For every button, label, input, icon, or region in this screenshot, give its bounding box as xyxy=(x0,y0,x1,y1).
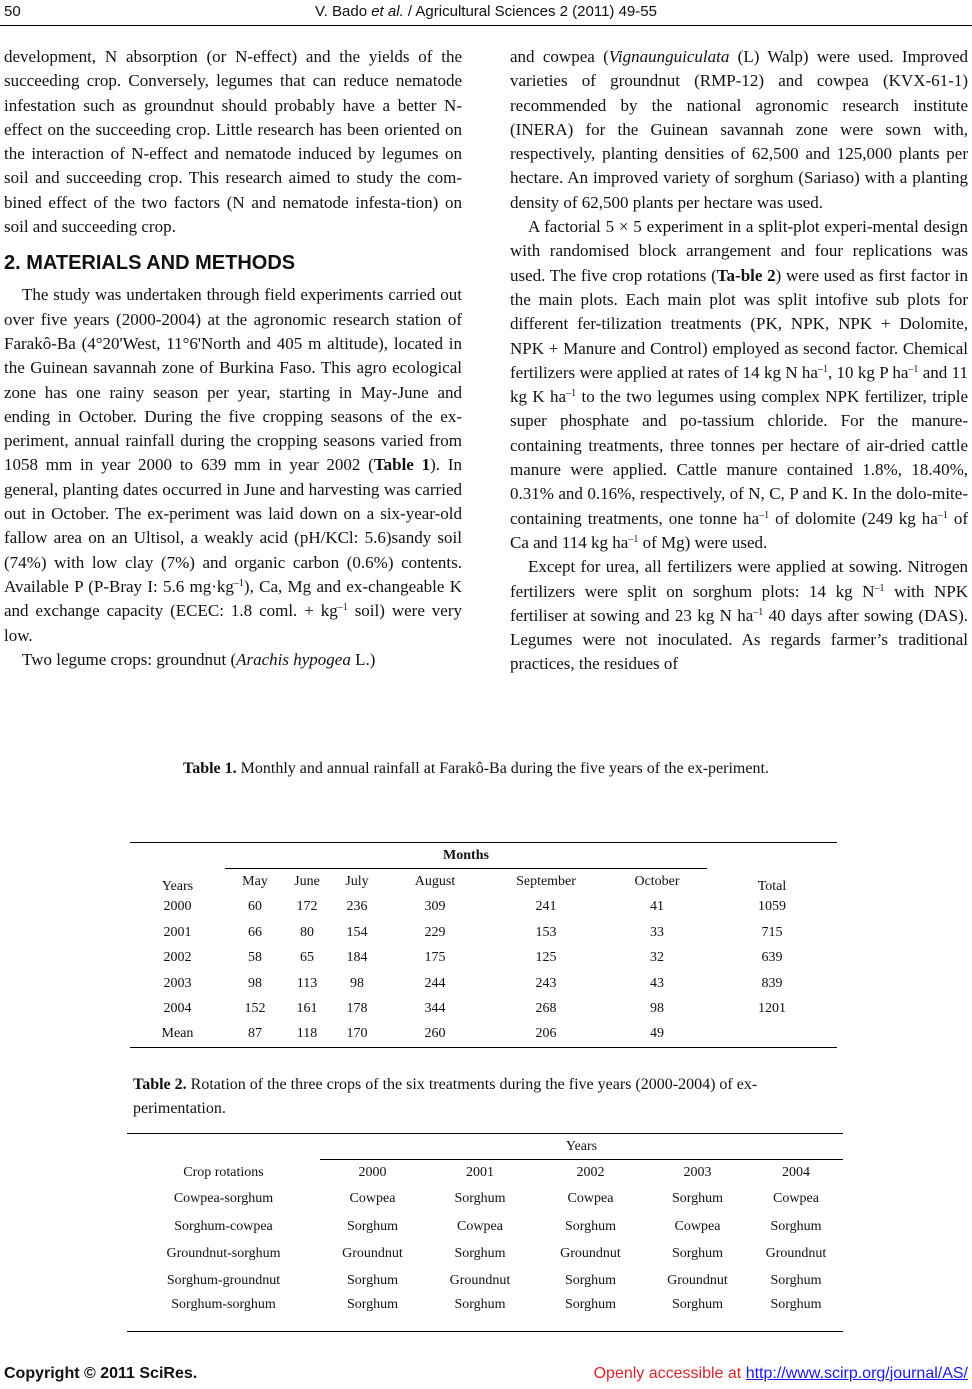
table-row xyxy=(130,920,837,945)
table-cell: Sorghum xyxy=(425,1295,535,1332)
table-cell: Groundnut xyxy=(342,1246,403,1262)
column-header-years: Years xyxy=(130,843,225,895)
right-column xyxy=(510,45,968,677)
table-cell: Cowpea xyxy=(773,1191,819,1207)
page-footer xyxy=(4,1365,968,1387)
table1-caption: Table 1. Monthly and annual rainfall at Farakô-Ba during the five years of the ex-periment. xyxy=(183,760,769,777)
table-cell: 66 xyxy=(248,924,262,940)
table-cell: 715 xyxy=(761,924,783,940)
table-cell: 260 xyxy=(385,1022,485,1048)
column-group-months: Months xyxy=(225,843,707,869)
table-cell: 152 xyxy=(244,1001,266,1017)
journal-link[interactable]: http://www.scirp.org/journal/AS/ xyxy=(745,1365,968,1382)
table-row xyxy=(130,946,837,971)
table-cell: Cowpea xyxy=(457,1218,503,1234)
table-cell: 1059 xyxy=(758,899,786,915)
table-cell: 184 xyxy=(346,950,368,966)
table-cell: 175 xyxy=(424,950,446,966)
table-cell: Groundnut xyxy=(765,1246,827,1262)
table1-rainfall xyxy=(130,842,837,1048)
table-cell: Sorghum-sorghum xyxy=(127,1295,320,1332)
table1-group-header-row xyxy=(130,843,837,869)
table-cell: Mean xyxy=(130,1022,225,1048)
table-cell: Sorghum-groundnut xyxy=(166,1273,281,1289)
table-cell: 49 xyxy=(607,1022,707,1048)
table-cell: 33 xyxy=(650,924,664,940)
table-cell: 41 xyxy=(650,899,664,915)
table2-crop-rotations xyxy=(127,1133,843,1332)
table-row xyxy=(127,1295,843,1332)
column-header-year: 2000 xyxy=(358,1165,387,1181)
paragraph-study-site: The study was undertaken through field experiments carried out over five years (2000-2004) at the agronomic research station of Farakô-Ba (4°20'West, 11°6'North and 405 m altitude), located in the Guinean savannah zone of Burkina Faso. This agro ecological zone has one rainy season per year, starting in May-June and ending in October. During the five cropping seasons of the ex-periment, annual rainfall during the cropping seasons varied from 1058 mm in year 2000 to 639 mm in year 2002 (Table 1). In general, planting dates occurred in June and harvesting was carried out in October. The ex-periment was laid down on a six-year-old fallow area on an Ultisol, a weakly acid (pH/KCl: 5.6)sandy soil (74%) with low clay (7%) and organic carbon (0.6%) contents. Available P (P-Bray I: 5.6 $mg\cdot kg^{-1}$), Ca, Mg and ex-changeable K and exchange capacity (ECEC: 1.8 coml. + $kg^{-1}$ soil) were very low. xyxy=(4,285,463,645)
table-cell xyxy=(707,1022,837,1048)
table-cell: 87 xyxy=(225,1022,285,1048)
table-cell: Sorghum xyxy=(646,1295,749,1332)
table-cell: 344 xyxy=(424,1001,446,1017)
table-cell: Sorghum xyxy=(535,1295,646,1332)
table-cell: 60 xyxy=(248,899,262,915)
table-cell: 1201 xyxy=(758,1001,786,1017)
column-header-year: 2001 xyxy=(466,1165,494,1181)
table2-header-row xyxy=(127,1160,843,1186)
table-cell: Sorghum xyxy=(564,1273,617,1289)
table-cell: 125 xyxy=(535,950,557,966)
column-header-total: Total xyxy=(707,843,837,895)
table-row xyxy=(127,1213,843,1240)
table-cell: 161 xyxy=(296,1001,318,1017)
column-group-years: Years xyxy=(320,1134,843,1160)
column-header-month: June xyxy=(294,874,320,890)
table-cell: 58 xyxy=(248,950,262,966)
table-cell: Cowpea xyxy=(349,1191,396,1207)
table-cell: Groundnut xyxy=(449,1273,511,1289)
column-header-month: July xyxy=(345,874,369,890)
table-cell: 80 xyxy=(300,924,314,940)
column-header-year: 2003 xyxy=(683,1165,712,1181)
column-header-month: August xyxy=(414,874,456,890)
table-cell: Sorghum xyxy=(454,1246,506,1262)
table-row xyxy=(127,1268,843,1295)
paragraph-varieties: and cowpea (Vignaunguiculata (L) Walp) were used. Improved varieties of groundnut (RMP-12) and cowpea (KVX-61-1) recommended by the national agronomic research institute (INERA) for the Guinean savannah zone were sown with, respectively, planting densities of 62,500 and 125,000 plants per hectare. An improved variety of sorghum (Sariaso) with a planting density of 62,500 plants per hectare was used. xyxy=(510,47,969,212)
table-row xyxy=(127,1186,843,1213)
table-cell: 839 xyxy=(761,975,783,991)
table-cell: 154 xyxy=(346,924,368,940)
table-cell: 206 xyxy=(485,1022,607,1048)
table-cell xyxy=(127,1134,320,1160)
table-cell: Sorghum xyxy=(454,1191,506,1207)
table-cell: 178 xyxy=(346,1001,368,1017)
table-row xyxy=(130,1022,837,1048)
table-cell: 170 xyxy=(329,1022,385,1048)
table-cell: Sorghum-cowpea xyxy=(174,1218,273,1234)
table1-reference: Table 1 xyxy=(373,455,431,475)
table-cell: 244 xyxy=(424,975,446,991)
paragraph-experimental-design: A factorial 5 × 5 experiment in a split-plot experi-mental design with randomised block arrangement and four replications was used. The five crop rotations (Ta-ble 2) were used as first factor in the main plots. Each main plot was split intofive sub plots for different fer-tilization treatments (PK, NPK, NPK + Dolomite, NPK + Manure and Control) employed as second factor. Chemical fertilizers were applied at rates of 14 kg N $ha^{-1}$, 10 kg P $ha^{-1}$ and 11 kg K $ha^{-1}$ to the two legumes using complex NPK fertilizer, triple super phosphate and po-tassium chloride. For the manure-containing treatments, three tonnes per hectare of air-dried cattle manure were applied. Cattle manure contained 1.8%, 18.40%, 0.31% and 0.16%, respectively, of N, C, P and K. In the dolo-mite-containing treatments, one tonne $ha^{-1}$ of dolomite (249 kg $ha^{-1}$ of Ca and 114 kg $ha^{-1}$ of Mg) were used. xyxy=(510,217,968,552)
running-title-journal: / Agricultural Sciences 2 (2011) 49-55 xyxy=(403,3,657,20)
table-cell: 241 xyxy=(535,899,557,915)
table-cell: Sorghum xyxy=(346,1218,399,1234)
running-title-authors: V. Bado xyxy=(315,3,372,20)
column-header-month: May xyxy=(242,874,268,890)
table-cell: 2002 xyxy=(163,950,192,966)
paragraph-intro-end: development, N absorption (or N-effect) and the yields of the succeeding crop. Conversely, legumes that can reduce nematode infestation such as groundnut should probably have a better N-effect on the succeeding crop. Little research has been oriented on the interaction of N-effect and nematode induced by legumes on soil and succeeding crop. This research aimed to study the com-bined effect of the two factors (N and nematode infesta-tion) on soil and succeeding crop. xyxy=(4,47,462,237)
header-rule xyxy=(0,25,972,26)
table-cell: Groundnut xyxy=(667,1273,728,1289)
table-row xyxy=(130,895,837,920)
table-cell: Sorghum xyxy=(320,1295,425,1332)
table-cell: 98 xyxy=(650,1001,664,1017)
table-cell: Sorghum xyxy=(346,1273,399,1289)
table-cell: Cowpea xyxy=(674,1218,721,1234)
table-cell: 2003 xyxy=(163,975,192,991)
table-cell: 118 xyxy=(285,1022,329,1048)
table-cell: 639 xyxy=(761,950,783,966)
column-header-month: September xyxy=(516,874,576,890)
table-cell: 65 xyxy=(300,950,314,966)
running-header xyxy=(0,0,972,26)
table-cell: Sorghum xyxy=(749,1295,843,1332)
running-title xyxy=(0,3,972,20)
table-cell: 268 xyxy=(535,1001,557,1017)
table-row xyxy=(127,1240,843,1267)
table-cell: 229 xyxy=(424,924,446,940)
table-cell: Groundnut xyxy=(560,1246,621,1262)
table-cell: Sorghum xyxy=(770,1273,822,1289)
column-header-crop-rotations: Crop rotations xyxy=(183,1164,264,1180)
section-heading: 2. MATERIALS AND METHODS xyxy=(4,252,296,275)
table-cell: Sorghum xyxy=(671,1246,724,1262)
table-cell: 172 xyxy=(296,899,318,915)
table-cell: 153 xyxy=(535,924,557,940)
running-title-et-al: et al. xyxy=(371,3,404,20)
column-header-month: October xyxy=(634,874,680,890)
table2-reference: Ta-ble 2 xyxy=(716,265,776,285)
table-cell: 2004 xyxy=(163,1001,192,1017)
paragraph-legume-crops: Two legume crops: groundnut (Arachis hypogea L.) xyxy=(22,649,376,669)
copyright-notice: Copyright © 2011 SciRes. xyxy=(4,1365,198,1382)
table2-group-header-row xyxy=(127,1134,843,1160)
table-cell: Sorghum xyxy=(770,1218,822,1234)
open-access-notice: Openly accessible at http://www.scirp.org/journal/AS/ xyxy=(593,1365,968,1382)
table-cell: 2001 xyxy=(163,924,192,940)
table2-caption: Table 2. Rotation of the three crops of the six treatments during the five years (2000-2004) of ex-perimentation. xyxy=(133,1076,758,1117)
column-header-year: 2002 xyxy=(576,1165,605,1181)
table-cell: Cowpea-sorghum xyxy=(173,1191,274,1207)
table-cell: 236 xyxy=(346,899,368,915)
table-cell: 2000 xyxy=(163,899,192,915)
table-cell: Sorghum xyxy=(671,1191,724,1207)
left-column xyxy=(4,45,462,672)
table-cell: Cowpea xyxy=(567,1191,614,1207)
paragraph-fertilizer-timing: Except for urea, all fertilizers were applied at sowing. Nitrogen fertilizers were split on sorghum plots: 14 kg $N^{-1}$ with NPK fertiliser at sowing and 23 kg N $ha^{-1}$ 40 days after sowing (DAS). Legumes were not inoculated. As regards farmer’s traditional practices, the residues of xyxy=(510,557,968,674)
table-cell: 32 xyxy=(650,950,664,966)
table-row xyxy=(130,971,837,996)
table-cell: 309 xyxy=(424,899,446,915)
table-cell: 43 xyxy=(650,975,664,991)
table-cell: Sorghum xyxy=(564,1218,617,1234)
table-cell: Groundnut-sorghum xyxy=(166,1246,281,1262)
page-number: 50 xyxy=(4,3,21,20)
table-cell: 113 xyxy=(296,975,318,991)
table-cell: 98 xyxy=(350,975,364,991)
table-cell: 98 xyxy=(248,975,262,991)
table-cell: 243 xyxy=(535,975,557,991)
column-header-year: 2004 xyxy=(782,1165,810,1181)
table-row xyxy=(130,996,837,1021)
